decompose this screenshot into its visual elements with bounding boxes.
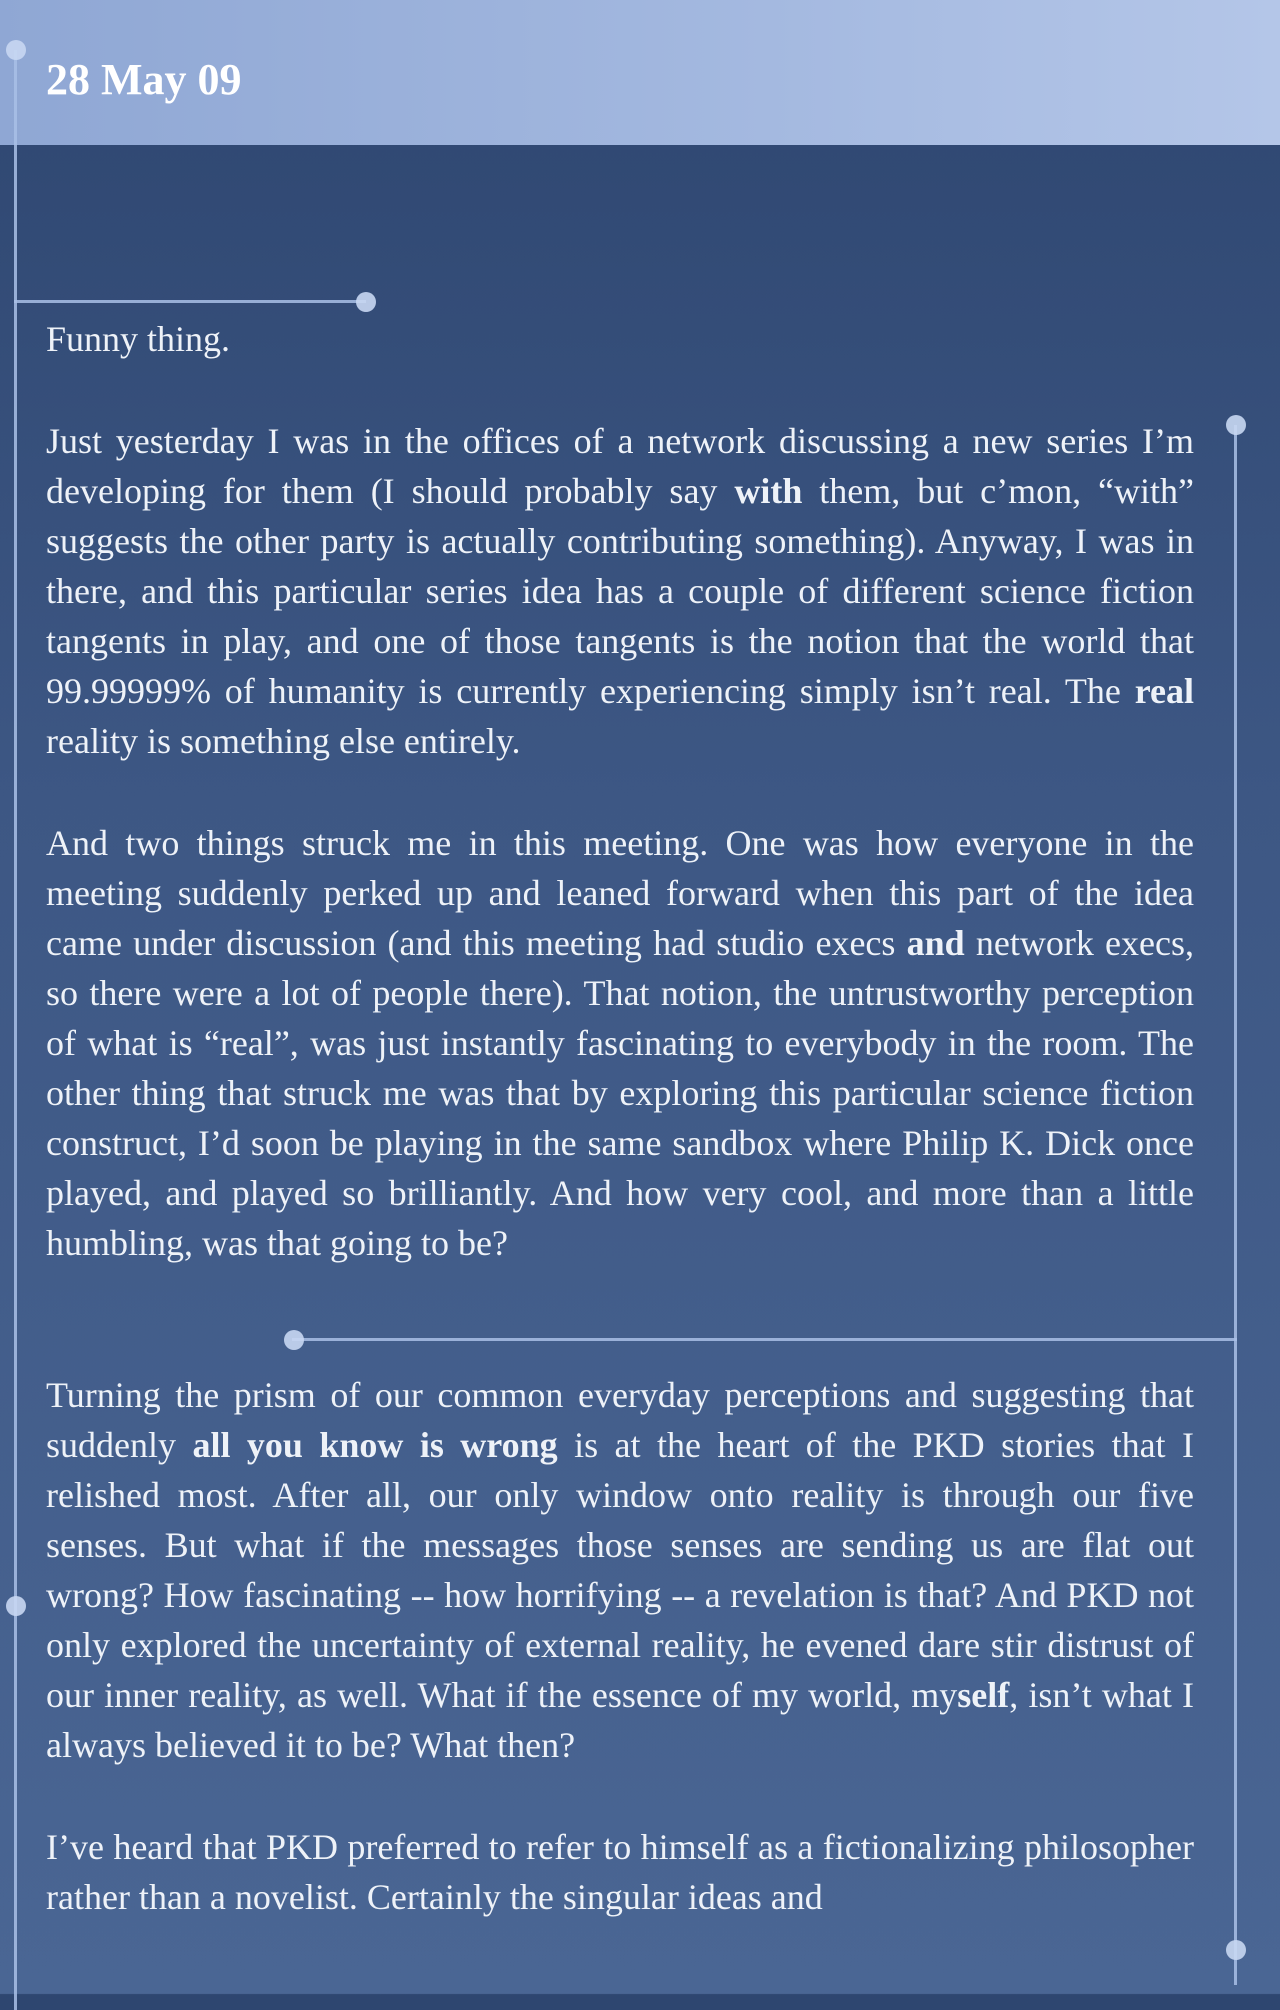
paragraph-4-text-2: is at the heart of the PKD stories that I relished most. After all, our only window onto reality is through our five senses. But what if the messages those senses are sending us are flat out wrong? How fascinating -- how horrifying -- a revelation is that? And PKD not only explored the uncertainty of external reality, he evened dare stir distrust of our inner reality, as well. What if the essence of my world, my [46,1425,1194,1715]
right-circuit-line [1234,425,1237,1985]
paragraph-2 [46,416,1194,766]
paragraph-2-text-2: them, but c’mon, “with” suggests the other party is actually contributing something). Anyway, I was in there, and this particular series idea has a couple of different science fiction tangents in play, and one of those tangents is the notion that the world that 99.99999% of humanity is currently experiencing simply isn’t real. The [46,471,1194,711]
paragraph-5: I’ve heard that PKD preferred to refer to himself as a fictionalizing philosopher rather than a novelist. Certainly the singular ideas and [46,1827,1194,1917]
left-circuit-node-bottom [6,1596,26,1616]
paragraph-2-text-1: Just yesterday I was in the offices of a network discussing a new series I’m developing for them (I should probably say [46,421,1194,511]
middle-branch-node [284,1330,304,1350]
paragraph-4 [46,1370,1194,1770]
top-circuit-branch [14,300,366,303]
right-circuit-node-top [1226,415,1246,435]
paragraph-4-text-1: Turning the prism of our common everyday perceptions and suggesting that suddenly [46,1375,1194,1465]
paragraph-4-text-3: , isn’t what I always believed it to be? What then? [46,1675,1194,1765]
paragraph-3-text-2: network execs, so there were a lot of people there). That notion, the untrustworthy perception of what is “real”, was just instantly fascinating to everybody in the room. The other thing that struck me was that by exploring this particular science fiction construct, I’d soon be playing in the same sandbox where Philip K. Dick once played, and played so brilliantly. And how very cool, and more than a little humbling, was that going to be? [46,923,1194,1263]
paragraph-3-bold-and: and [906,923,965,963]
header-band [0,0,1280,145]
entry-date: 28 May 09 [46,55,242,104]
right-circuit-node-bottom [1226,1940,1246,1960]
paragraph-2-bold-real: real [1134,671,1194,711]
paragraph-4-bold-self: self [957,1675,1010,1715]
middle-circuit-branch [292,1338,1237,1341]
paragraph-4-bold-phrase: all you know is wrong [192,1425,558,1465]
top-branch-node [356,292,376,312]
paragraph-2-text-3: reality is something else entirely. [46,721,521,761]
paragraph-2-bold-with: with [734,471,803,511]
paragraph-1: Funny thing. [46,319,231,359]
left-circuit-line [14,50,17,2010]
left-circuit-node-top [6,40,26,60]
paragraph-3 [46,818,1194,1268]
paragraph-3-text-1: And two things struck me in this meeting. One was how everyone in the meeting suddenly perked up and leaned forward when this part of the idea came under discussion (and this meeting had studio execs [46,823,1194,963]
